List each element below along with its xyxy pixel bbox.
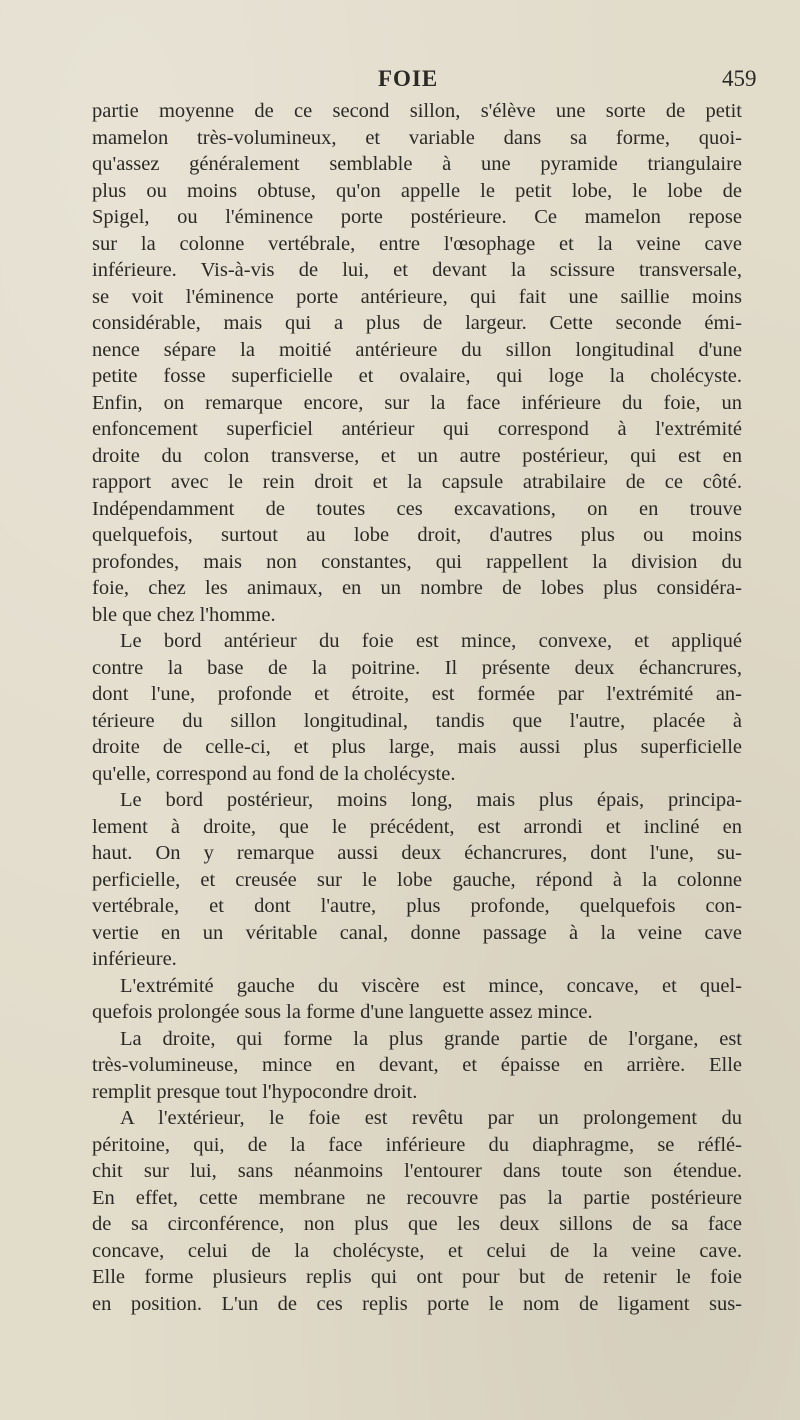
text-line: droite de celle-ci, et plus large, mais aussi plus superficielle (92, 736, 742, 758)
page-number: 459 (722, 66, 757, 91)
text-line: En effet, cette membrane ne recouvre pas la partie postérieure (92, 1186, 742, 1209)
text-line: nence sépare la moitié antérieure du sillon longitudinal d'une (92, 338, 742, 361)
text-line: Le bord postérieur, moins long, mais plus épais, principa- (120, 789, 742, 811)
text-line: dont l'une, profonde et étroite, est formée par l'extrémité an- (92, 683, 742, 705)
text-line: partie moyenne de ce second sillon, s'élève une sorte de petit (92, 100, 742, 122)
page-header (0, 66, 800, 96)
text-line: Elle forme plusieurs replis qui ont pour but de retenir le foie (92, 1266, 742, 1288)
text-line: Enfin, on remarque encore, sur la face inférieure du foie, un (92, 391, 742, 414)
text-line: de sa circonférence, non plus que les deux sillons de sa face (92, 1213, 742, 1235)
text-line: quelquefois, surtout au lobe droit, d'autres plus ou moins (92, 524, 742, 546)
text-line: quefois prolongée sous la forme d'une languette assez mince. (92, 1001, 593, 1023)
text-line: L'extrémité gauche du viscère est mince, concave, et quel- (120, 974, 742, 997)
text-line: droite du colon transverse, et un autre postérieur, qui est en (92, 444, 742, 467)
text-line: perficielle, et creusée sur le lobe gauche, répond à la colonne (92, 868, 742, 891)
running-head: FOIE (378, 66, 439, 91)
text-line: qu'elle, correspond au fond de la cholécyste. (92, 762, 456, 785)
text-line: petite fosse superficielle et ovalaire, qui loge la cholécyste. (92, 365, 742, 387)
text-line: foie, chez les animaux, en un nombre de lobes plus considéra- (92, 577, 742, 599)
text-line: inférieure. Vis-à-vis de lui, et devant la scissure transversale, (92, 259, 742, 281)
text-line: vertébrale, et dont l'autre, plus profonde, quelquefois con- (92, 895, 742, 917)
text-line: très-volumineuse, mince en devant, et épaisse en arrière. Elle (92, 1054, 742, 1076)
blank-lower-margin (0, 980, 800, 1420)
text-line: Le bord antérieur du foie est mince, convexe, et appliqué (120, 630, 742, 652)
text-line: qu'assez généralement semblable à une pyramide triangulaire (92, 153, 742, 175)
text-line: rapport avec le rein droit et la capsule atrabilaire de ce côté. (92, 471, 742, 493)
text-line: mamelon très-volumineux, et variable dans sa forme, quoi- (92, 126, 742, 149)
text-line: se voit l'éminence porte antérieure, qui fait une saillie moins (92, 285, 742, 308)
text-line: péritoine, qui, de la face inférieure du diaphragme, se réflé- (92, 1133, 742, 1156)
text-line: profondes, mais non constantes, qui rappellent la division du (92, 550, 742, 573)
text-line: Spigel, ou l'éminence porte postérieure. Ce mamelon repose (92, 206, 742, 228)
text-line: plus ou moins obtuse, qu'on appelle le petit lobe, le lobe de (92, 179, 742, 202)
text-line: remplit presque tout l'hypocondre droit. (92, 1080, 418, 1103)
text-line: contre la base de la poitrine. Il présente deux échancrures, (92, 656, 742, 679)
text-line: en position. L'un de ces replis porte le nom de ligament sus- (92, 1292, 742, 1315)
text-line: vertie en un véritable canal, donne passage à la veine cave (92, 921, 742, 944)
text-line: ble que chez l'homme. (92, 603, 276, 626)
text-line: A l'extérieur, le foie est revêtu par un prolongement du (120, 1107, 742, 1129)
text-line: inférieure. (92, 948, 177, 970)
text-line: concave, celui de la cholécyste, et celui de la veine cave. (92, 1239, 742, 1262)
text-line: Indépendamment de toutes ces excavations, on en trouve (92, 497, 742, 520)
text-line: La droite, qui forme la plus grande partie de l'organe, est (120, 1027, 742, 1050)
text-line: haut. On y remarque aussi deux échancrures, dont l'une, su- (92, 842, 742, 864)
text-line: sur la colonne vertébrale, entre l'œsophage et la veine cave (92, 232, 742, 255)
text-line: lement à droite, que le précédent, est arrondi et incliné en (92, 815, 742, 838)
text-line: térieure du sillon longitudinal, tandis que l'autre, placée à (92, 709, 742, 732)
text-line: enfoncement superficiel antérieur qui correspond à l'extrémité (92, 418, 742, 440)
text-line: chit sur lui, sans néanmoins l'entourer dans toute son étendue. (92, 1160, 742, 1182)
text-line: considérable, mais qui a plus de largeur. Cette seconde émi- (92, 312, 742, 334)
